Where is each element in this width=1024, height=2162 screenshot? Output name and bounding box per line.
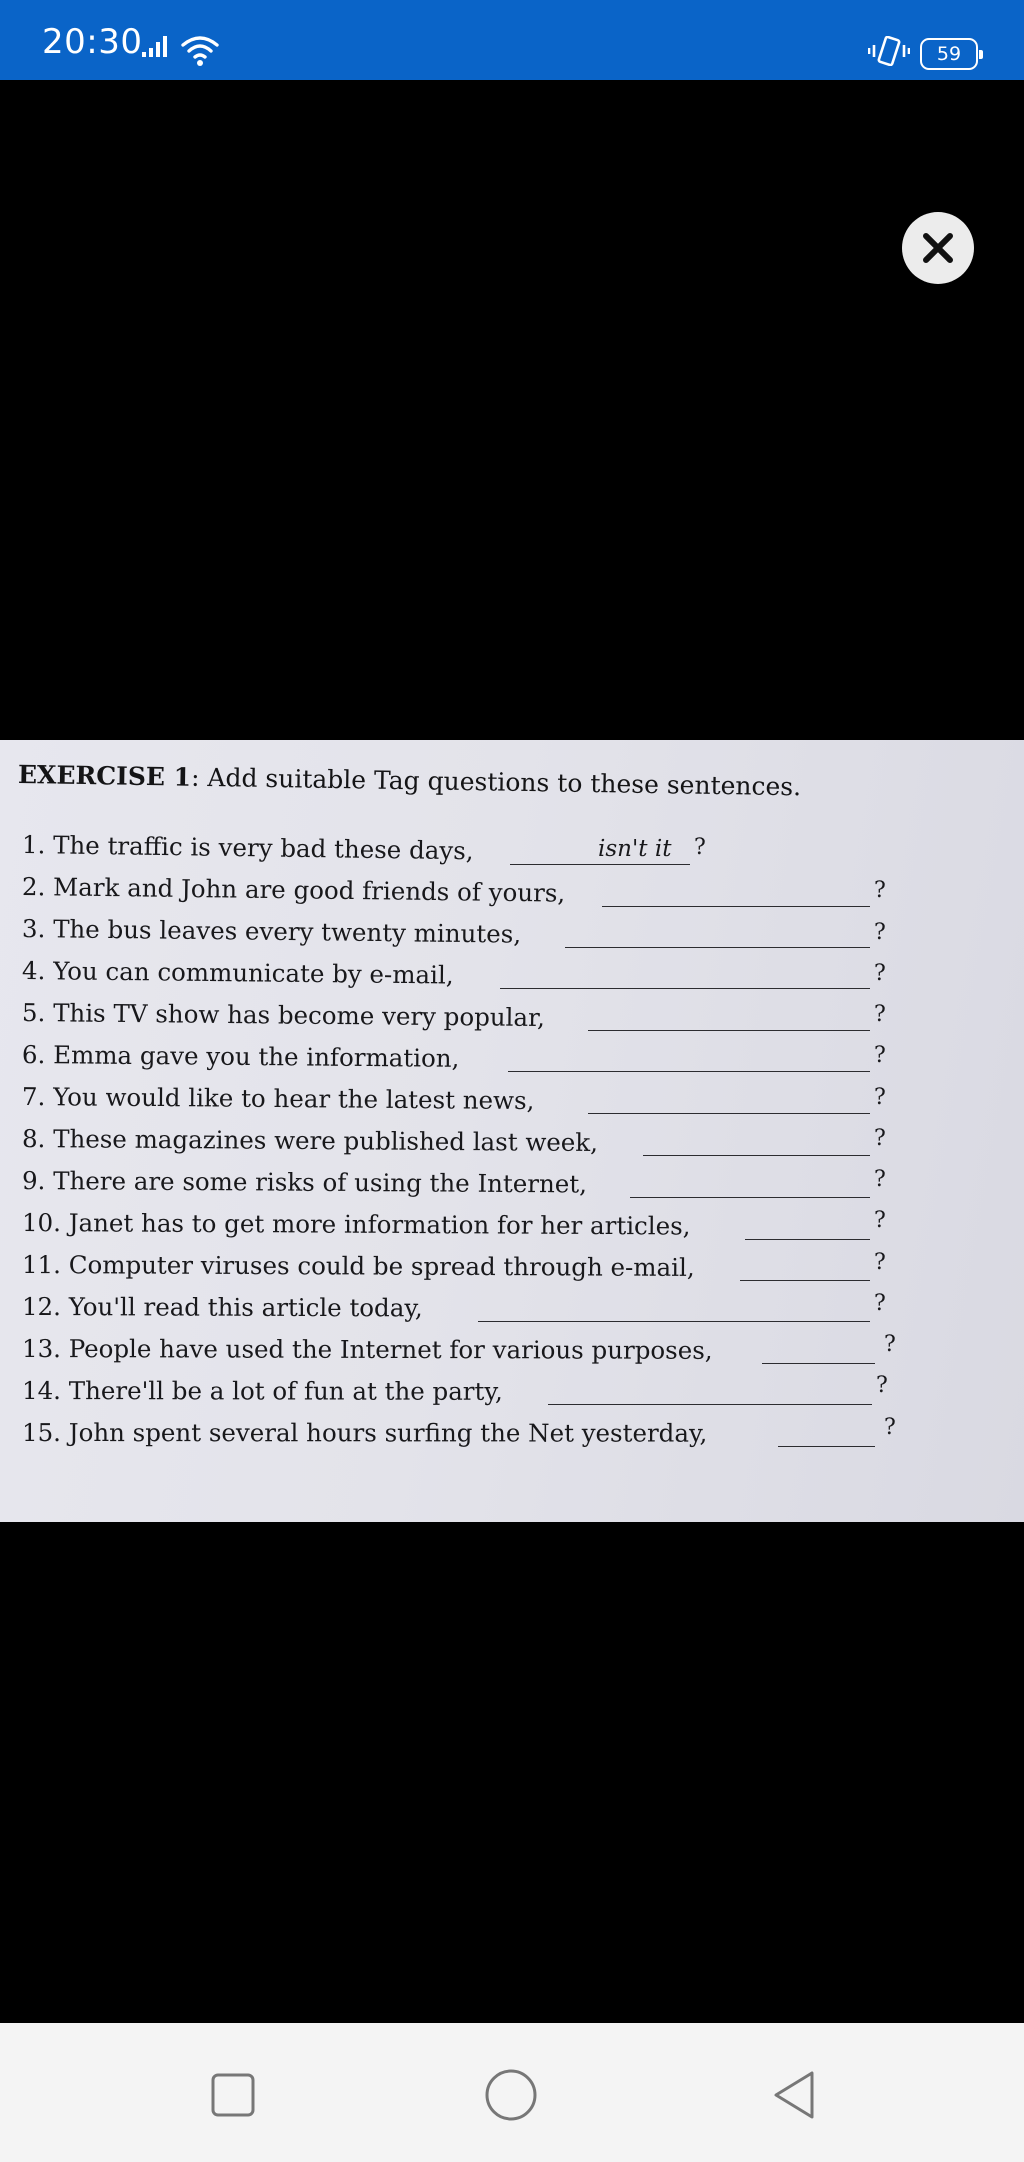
- answer-blank-14[interactable]: [548, 1404, 872, 1405]
- answer-blank-10[interactable]: [745, 1239, 870, 1240]
- exercise-item-1: 1. The traffic is very bad these days,: [21, 830, 474, 866]
- question-mark-3: ?: [874, 920, 886, 945]
- question-mark-1: ?: [694, 835, 706, 860]
- question-mark-15: ?: [884, 1415, 896, 1440]
- question-mark-13: ?: [884, 1332, 896, 1357]
- exercise-item-2: 2. Mark and John are good friends of yours,: [21, 872, 566, 908]
- answer-blank-8[interactable]: [643, 1155, 870, 1156]
- answer-blank-12[interactable]: [478, 1321, 870, 1322]
- exercise-item-11: 11. Computer viruses could be spread through e-mail,: [21, 1250, 695, 1282]
- answer-blank-15[interactable]: [778, 1446, 875, 1447]
- exercise-item-15: 15. John spent several hours surfing the Net yesterday,: [21, 1418, 708, 1448]
- question-mark-5: ?: [874, 1002, 886, 1027]
- exercise-heading-text: : Add suitable Tag questions to these sentences.: [190, 762, 802, 802]
- exercise-item-9: 9. There are some risks of using the Internet,: [21, 1166, 588, 1199]
- answer-blank-13[interactable]: [762, 1363, 875, 1364]
- exercise-photo[interactable]: [0, 740, 1024, 1522]
- question-mark-8: ?: [874, 1126, 886, 1151]
- wifi-icon: [180, 34, 220, 72]
- question-mark-7: ?: [874, 1085, 886, 1110]
- exercise-heading-bold: EXERCISE 1: [17, 760, 192, 792]
- exercise-heading: [18, 760, 802, 801]
- answer-blank-2[interactable]: [602, 906, 870, 907]
- answer-blank-5[interactable]: [588, 1030, 870, 1031]
- exercise-item-7: 7. You would like to hear the latest news,: [21, 1082, 535, 1116]
- exercise-item-5: 5. This TV show has become very popular,: [21, 998, 546, 1033]
- exercise-item-14: 14. There'll be a lot of fun at the party,: [21, 1376, 503, 1406]
- question-mark-2: ?: [874, 878, 886, 903]
- close-icon: [921, 231, 955, 265]
- answer-blank-4[interactable]: [500, 988, 870, 989]
- question-mark-11: ?: [874, 1250, 886, 1275]
- exercise-item-13: 13. People have used the Internet for various purposes,: [21, 1334, 713, 1365]
- answer-blank-7[interactable]: [588, 1113, 870, 1114]
- signal-icon: [142, 34, 172, 62]
- image-viewer[interactable]: [0, 80, 1024, 2023]
- recent-apps-icon: [210, 2072, 256, 2118]
- question-mark-14: ?: [876, 1373, 888, 1398]
- home-icon: [484, 2068, 538, 2122]
- close-button[interactable]: [902, 212, 974, 284]
- question-mark-10: ?: [874, 1208, 886, 1233]
- exercise-item-6: 6. Emma gave you the information,: [21, 1040, 460, 1073]
- navigation-bar: [0, 2023, 1024, 2162]
- battery-icon: 59: [920, 38, 978, 70]
- answer-text-1: isn't it: [598, 836, 672, 862]
- home-button[interactable]: [483, 2067, 539, 2123]
- answer-blank-1[interactable]: [510, 864, 690, 865]
- back-button[interactable]: [766, 2067, 822, 2123]
- status-bar: [0, 0, 1024, 80]
- exercise-item-3: 3. The bus leaves every twenty minutes,: [21, 914, 522, 949]
- answer-blank-11[interactable]: [740, 1280, 870, 1281]
- question-mark-9: ?: [874, 1167, 886, 1192]
- answer-blank-9[interactable]: [630, 1197, 870, 1198]
- exercise-item-4: 4. You can communicate by e-mail,: [21, 956, 454, 990]
- exercise-item-8: 8. These magazines were published last week,: [21, 1124, 599, 1158]
- answer-blank-3[interactable]: [565, 947, 870, 948]
- exercise-item-10: 10. Janet has to get more information for her articles,: [21, 1208, 691, 1241]
- recent-apps-button[interactable]: [205, 2067, 261, 2123]
- vibrate-icon: [868, 36, 910, 70]
- question-mark-4: ?: [874, 961, 886, 986]
- answer-blank-6[interactable]: [508, 1071, 870, 1072]
- exercise-item-12: 12. You'll read this article today,: [21, 1292, 423, 1323]
- question-mark-6: ?: [874, 1043, 886, 1068]
- question-mark-12: ?: [874, 1291, 886, 1316]
- status-time: 20:30: [42, 22, 143, 62]
- back-icon: [770, 2069, 818, 2121]
